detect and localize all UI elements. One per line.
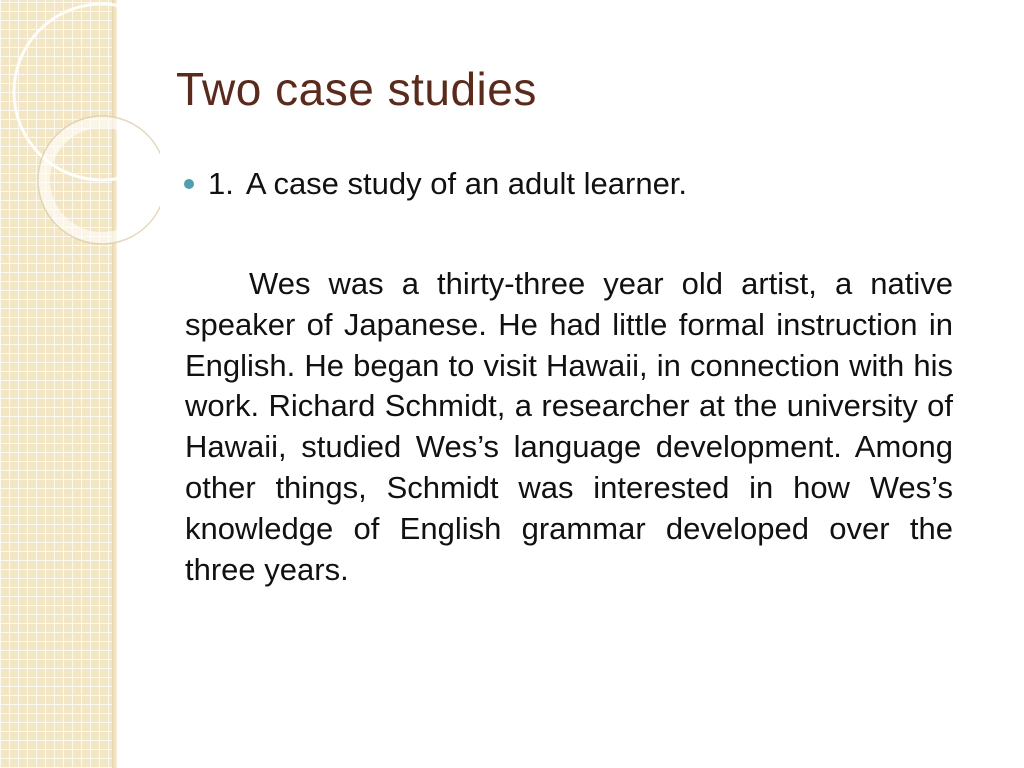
body-paragraph: Wes was a thirty-three year old artist, a native speaker of Japanese. He had little formal instruction in English. He began to visit Hawaii, in connection with his work. Richard Schmidt, a researcher at the university of Hawaii, studied Wes’s language development. Among other things, Schmidt was interested in how Wes’s knowledge of English grammar developed over the three years. [185, 266, 953, 587]
slide-title: Two case studies [176, 63, 537, 115]
bullet-text [208, 166, 687, 202]
bullet-item [184, 166, 687, 202]
decorative-rings [0, 0, 160, 260]
bullet-number: 1. [208, 166, 234, 201]
bullet-label: A case study of an adult learner. [245, 166, 688, 201]
ring-upper [14, 4, 160, 180]
bullet-dot-icon [184, 179, 194, 189]
